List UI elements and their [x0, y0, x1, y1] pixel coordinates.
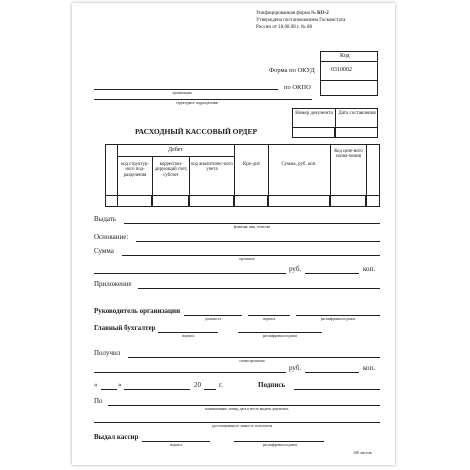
attachment-label: Приложение: [94, 280, 132, 288]
document-number-label: Номер документа: [295, 111, 333, 116]
cell-corr-account[interactable]: [152, 195, 189, 207]
basis-field[interactable]: [136, 241, 380, 242]
date-close-quote: »: [118, 381, 122, 389]
head-decoding-caption: расшифровка подписи: [320, 317, 356, 321]
date-open-quote: «: [94, 381, 98, 389]
date-month-field[interactable]: [124, 389, 190, 390]
head-signature-field[interactable]: [248, 315, 290, 316]
rub-label: руб.: [289, 265, 302, 273]
approval-line: Утверждена постановлением Госкомстата: [256, 18, 346, 23]
codes-divider-1: [320, 61, 378, 62]
head-signature-caption: подпись: [262, 317, 276, 321]
cell-sum[interactable]: [268, 195, 330, 207]
cashier-signature-field[interactable]: [142, 441, 210, 442]
id-document-field-2[interactable]: [94, 422, 380, 423]
chief-accountant-label: Главный бухгалтер: [94, 324, 156, 332]
received-caption: сумма прописью: [239, 359, 265, 363]
head-position-field[interactable]: [184, 315, 242, 316]
department-caption: структурное подразделение: [175, 101, 219, 105]
signature-label: Подпись: [258, 381, 286, 389]
document-title: РАСХОДНЫЙ КАССОВЫЙ ОРДЕР: [135, 127, 258, 136]
col-analytic-code: код аналитичес-кого учета: [191, 162, 233, 173]
issue-field[interactable]: [124, 223, 380, 224]
table-vline-7: [366, 144, 367, 207]
col-dept-code: код структур-ного под-разделения: [121, 162, 149, 178]
cell-credit[interactable]: [234, 195, 268, 207]
received-field[interactable]: [128, 357, 380, 358]
accountant-signature-field[interactable]: [158, 332, 218, 333]
received-kop-field[interactable]: [305, 372, 359, 373]
year-prefix: 20: [194, 381, 201, 389]
issue-caption: фамилия, имя, отчество: [233, 225, 271, 229]
table-debit-divider: [117, 156, 234, 157]
cashier-decoding-caption: расшифровка подписи: [262, 443, 298, 447]
okud-value: 0310002: [331, 67, 352, 73]
date-year-field[interactable]: [204, 389, 216, 390]
col-sum: Сумма, руб. коп.: [281, 162, 317, 167]
sheets-count: 100 листов: [353, 450, 372, 455]
document-date-label: Дата составления: [338, 111, 376, 116]
sum-caption: прописью: [239, 257, 255, 261]
head-position-caption: должность: [204, 317, 222, 321]
basis-label: Основание:: [94, 233, 129, 241]
received-field-2[interactable]: [94, 372, 286, 373]
form-code: КО-2: [317, 11, 329, 16]
accountant-signature-caption: подпись: [181, 334, 195, 338]
form-code-prefix: Унифицированная форма №: [256, 11, 318, 16]
cell-dept-code[interactable]: [117, 195, 152, 207]
okud-label: Форма по ОКУД: [269, 67, 315, 74]
cashier-label: Выдал кассир: [94, 433, 139, 441]
sum-field-2[interactable]: [94, 273, 286, 274]
cash-order-form: [72, 3, 395, 465]
department-field[interactable]: [94, 99, 312, 100]
sum-field[interactable]: [122, 255, 380, 256]
col-corr-account: корреспон-дирующий счет, субсчет: [154, 162, 188, 178]
cell-analytic-code[interactable]: [189, 195, 234, 207]
recipient-signature-field[interactable]: [294, 389, 380, 390]
cashier-decoding-field[interactable]: [234, 441, 324, 442]
debit-header: Дебет: [167, 147, 184, 153]
accountant-decoding-caption: расшифровка подписи: [262, 334, 298, 338]
issue-label: Выдать: [94, 215, 117, 223]
attachment-field[interactable]: [138, 288, 380, 289]
document-date-field[interactable]: [335, 127, 378, 138]
col-purpose-code: Код целе-вого назна-чения: [334, 149, 363, 160]
id-document-caption-2: удостоверяющего личность получателя: [211, 424, 273, 428]
kod-label: Код: [340, 53, 350, 59]
cell-purpose-code[interactable]: [330, 195, 366, 207]
head-label: Руководитель организации: [94, 307, 181, 315]
year-suffix: г.: [219, 381, 223, 389]
approval-date-line: России от 18.08.98 г. № 88: [256, 25, 312, 30]
cashier-signature-caption: подпись: [169, 443, 183, 447]
sum-label: Сумма: [94, 247, 114, 255]
col-credit: Кре-дит: [242, 162, 261, 167]
codes-divider-2: [320, 80, 378, 81]
id-document-field[interactable]: [108, 405, 380, 406]
accountant-decoding-field[interactable]: [238, 332, 322, 333]
received-kop-label: коп.: [363, 364, 376, 372]
id-document-caption: наименование, номер, дата и место выдачи документа,: [205, 407, 289, 411]
head-decoding-field[interactable]: [296, 315, 380, 316]
okpo-label: по ОКПО: [284, 84, 311, 91]
kop-field[interactable]: [305, 273, 359, 274]
document-number-field[interactable]: [292, 127, 335, 138]
date-day-field[interactable]: [101, 389, 117, 390]
by-label: По: [94, 397, 103, 405]
organization-caption: организация: [172, 91, 192, 95]
organization-field[interactable]: [94, 89, 278, 90]
received-rub-label: руб.: [289, 364, 302, 372]
form-code-line: [256, 11, 329, 16]
kop-label: коп.: [363, 265, 376, 273]
received-label: Получил: [94, 349, 121, 357]
